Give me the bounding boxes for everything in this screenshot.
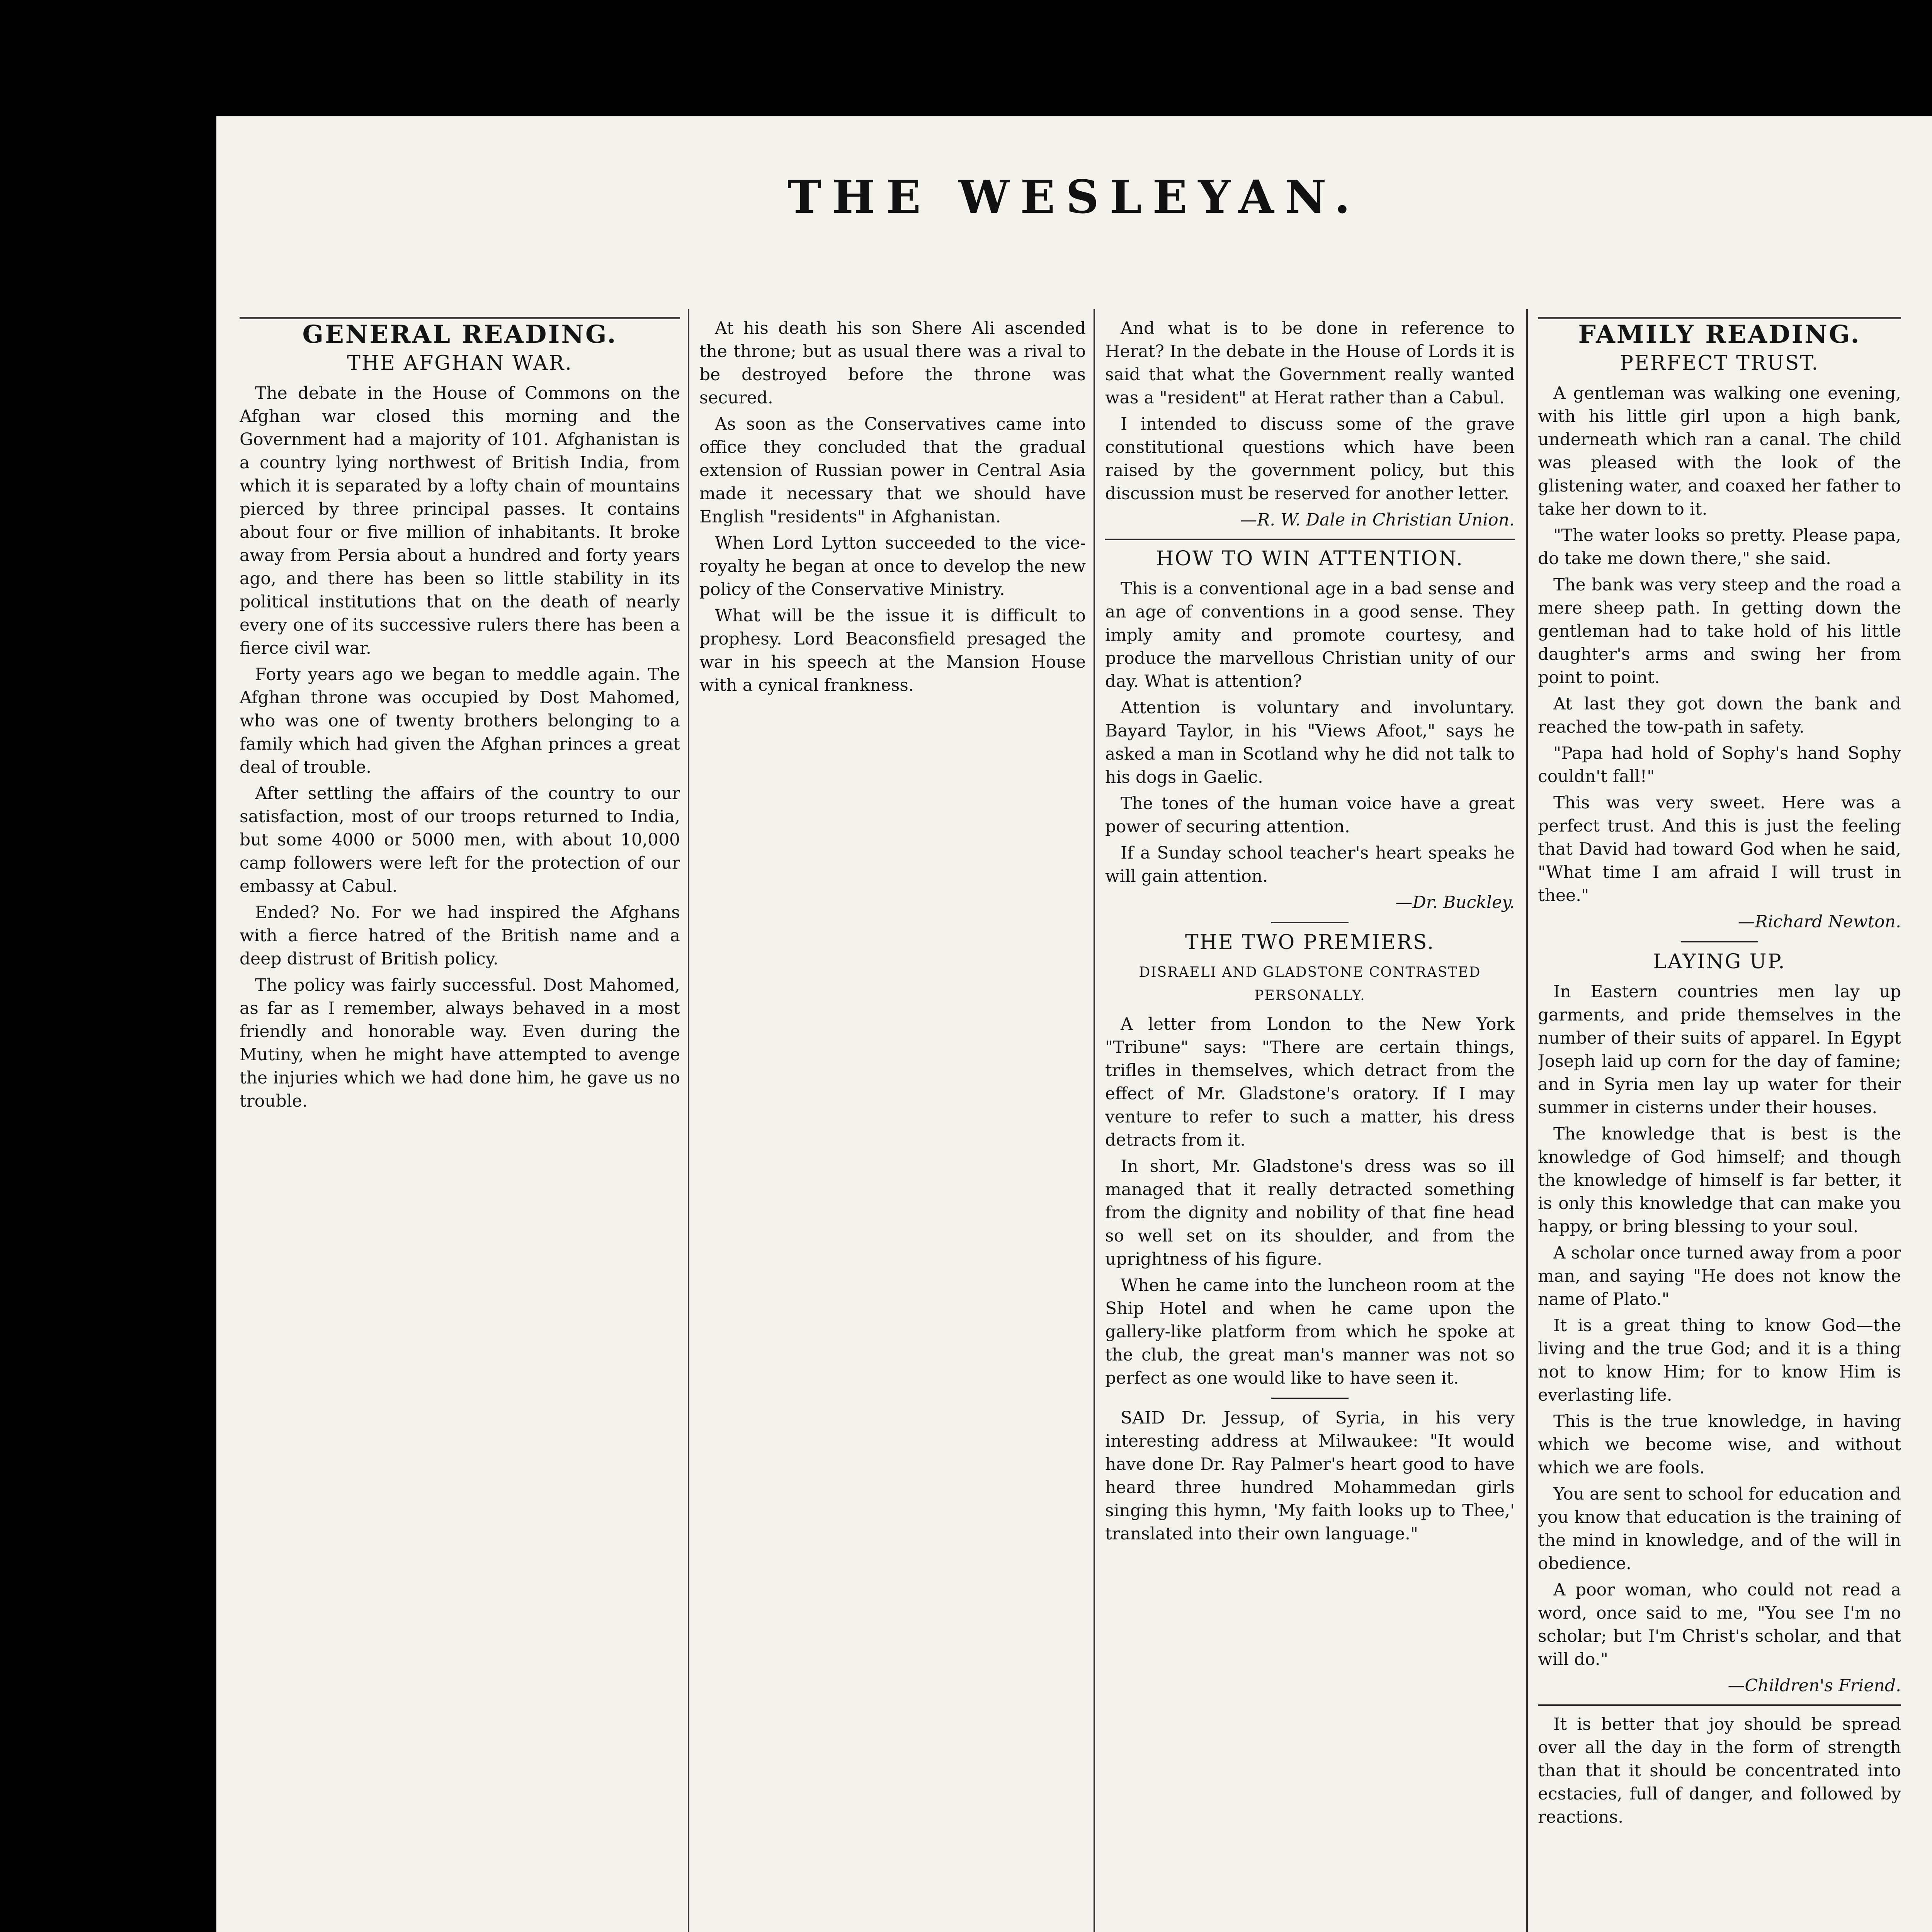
article-paragraph: When Lord Lytton succeeded to the vice-royalty he began at once to develop the new policy of the Conservative Ministry.	[699, 533, 1086, 599]
article-title-laying-up: LAYING UP.	[1653, 950, 1786, 973]
column-rule	[1526, 309, 1528, 1932]
divider	[1538, 1704, 1901, 1706]
column-3b	[1105, 317, 1515, 1932]
column-rule	[1094, 309, 1095, 1932]
article-paragraph: "The water looks so pretty. Please papa, do take me down there," she said.	[1538, 526, 1901, 568]
article-paragraph: This is a conventional age in a bad sense and an age of conventions in a good sense. They imply amity and promote courtesy, and produce the marvellous Christian unity of our day. What is attention?	[1105, 579, 1515, 691]
article-title-attention: HOW TO WIN ATTENTION.	[1156, 547, 1464, 570]
article-paragraph: In short, Mr. Gladstone's dress was so ill managed that it really detracted something from the dignity and nobility of that fine head so well set on its shoulder, and from the uprightness of his figure.	[1105, 1156, 1515, 1269]
article-signature: —R. W. Dale in Christian Union.	[1240, 510, 1515, 530]
article-paragraph: And what is to be done in reference to Herat? In the debate in the House of Lords it is said that what the Government really wanted was a "resident" at Herat rather than a Cabul.	[1105, 318, 1515, 408]
article-paragraph: Ended? No. For we had inspired the Afghans with a fierce hatred of the British name and a deep distrust of British policy.	[240, 903, 680, 969]
article-paragraph: It is better that joy should be spread over all the day in the form of strength than that it should be concentrated into ecstacies, full of danger, and followed by reactions.	[1538, 1714, 1901, 1827]
article-paragraph: You are sent to school for education and you know that education is the training of the mind in knowledge, and of the will in obedience.	[1538, 1484, 1901, 1573]
newspaper-page	[216, 116, 1932, 1932]
article-paragraph: Forty years ago we began to meddle again. The Afghan throne was occupied by Dost Mahomed, who was one of twenty brothers belonging to a family which had given the Afghan princes a great deal of trouble.	[240, 665, 680, 777]
column-rule	[688, 309, 689, 1932]
article-paragraph: In Eastern countries men lay up garments, and pride themselves in the number of their suits of apparel. In Egypt Joseph laid up corn for the day of famine; and in Syria men lay up water for their summer in cisterns under their houses.	[1538, 982, 1901, 1117]
article-paragraph: As soon as the Conservatives came into office they concluded that the gradual extension of Russian power in Central Asia made it necessary that we should have English "residents" in Afghanistan.	[699, 414, 1086, 527]
article-paragraph: At his death his son Shere Ali ascended the throne; but as usual there was a rival to be destroyed before the throne was secured.	[699, 318, 1086, 408]
divider	[1105, 539, 1515, 540]
article-paragraph: The knowledge that is best is the knowledge of God himself; and though the knowledge of himself is far better, it is only this knowledge that can make you happy, or bring blessing to your soul.	[1538, 1124, 1901, 1236]
article-title-perfect-trust: PERFECT TRUST.	[1620, 352, 1819, 375]
article-paragraph: A gentleman was walking one evening, with his little girl upon a high bank, underneath which ran a canal. The child was pleased with the look of the glistening water, and coaxed her father to take her down to it.	[1538, 383, 1901, 519]
article-paragraph: Attention is voluntary and involuntary. Bayard Taylor, in his "Views Afoot," says he asked a man in Scotland why he did not talk to his dogs in Gaelic.	[1105, 698, 1515, 787]
section-label-family: FAMILY READING.	[1538, 317, 1901, 346]
article-signature: —Dr. Buckley.	[1395, 893, 1515, 912]
article-paragraph: The tones of the human voice have a great power of securing attention.	[1105, 794, 1515, 837]
article-paragraph: This was very sweet. Here was a perfect trust. And this is just the feeling that David had toward God when he said, "What time I am afraid I will trust in thee."	[1538, 793, 1901, 905]
article-paragraph: I intended to discuss some of the grave constitutional questions which have been raised by the government policy, but this discussion must be reserved for another letter.	[1105, 414, 1515, 503]
article-paragraph: "Papa had hold of Sophy's hand Sophy couldn't fall!"	[1538, 743, 1901, 786]
article-paragraph: After settling the affairs of the country to our satisfaction, most of our troops returned to India, but some 4000 or 5000 men, with about 10,000 camp followers were left for the protection of our embassy at Cabul.	[240, 784, 680, 896]
article-paragraph: What will be the issue it is difficult to prophesy. Lord Beaconsfield presaged the war in his speech at the Mansion House with a cynical frankness.	[699, 606, 1086, 695]
column-4	[1538, 317, 1901, 1932]
divider	[1271, 922, 1349, 923]
column-3	[699, 1546, 1086, 1932]
article-paragraph: A letter from London to the New York "Tribune" says: "There are certain things, trifles in themselves, which detract from the effect of Mr. Gladstone's oratory. If I may venture to refer to such a matter, his dress detracts from it.	[1105, 1014, 1515, 1150]
article-title-premiers: THE TWO PREMIERS.	[1185, 931, 1435, 954]
section-label-general: GENERAL READING.	[240, 317, 680, 346]
article-signature: —Children's Friend.	[1728, 1676, 1901, 1696]
divider	[1681, 941, 1758, 942]
article-paragraph: When he came into the luncheon room at the Ship Hotel and when he came upon the gallery-like platform from which he spoke at the club, the great man's manner was not so perfect as one would like to have seen it.	[1105, 1276, 1515, 1388]
article-paragraph: At last they got down the bank and reached the tow-path in safety.	[1538, 694, 1901, 737]
article-paragraph: The policy was fairly successful. Dost Mahomed, as far as I remember, always behaved in a most friendly and honorable way. Even during the Mutiny, when he might have attempted to avenge the injuries which we had done him, he gave us no trouble.	[240, 975, 680, 1111]
article-paragraph: The bank was very steep and the road a mere sheep path. In getting down the gentleman had to take hold of his little daughter's arms and swing her from point to point.	[1538, 575, 1901, 687]
column-1	[240, 317, 680, 1932]
article-paragraph: It is a great thing to know God—the living and the true God; and it is a thing not to know Him; for to know Him is everlasting life.	[1538, 1316, 1901, 1405]
article-signature: —Richard Newton.	[1738, 912, 1901, 932]
article-paragraph: SAID Dr. Jessup, of Syria, in his very interesting address at Milwaukee: "It would have done Dr. Ray Palmer's heart good to have heard three hundred Mohammedan girls singing this hymn, 'My faith looks up to Thee,' translated into their own language."	[1105, 1408, 1515, 1544]
masthead: THE WESLEYAN.	[787, 170, 1361, 224]
article-paragraph: The debate in the House of Commons on the Afghan war closed this morning and the Government had a majority of 101. Afghanistan is a country lying northwest of British India, from which it is separated by a lofty chain of mountains pierced by three principal passes. It contains about four or five million of inhabitants. It broke away from Persia about a hundred and forty years ago, and there has been so little stability in its political institutions that on the death of nearly every one of its successive rulers there has been a fierce civil war.	[240, 383, 680, 658]
article-paragraph: A poor woman, who could not read a word, once said to me, "You see I'm no scholar; but I'm Christ's scholar, and that will do."	[1538, 1580, 1901, 1669]
article-paragraph: A scholar once turned away from a poor man, and saying "He does not know the name of Plato."	[1538, 1243, 1901, 1309]
article-paragraph: This is the true knowledge, in having which we become wise, and without which we are fools.	[1538, 1412, 1901, 1478]
article-paragraph: If a Sunday school teacher's heart speaks he will gain attention.	[1105, 843, 1515, 886]
article-title-afghan-war: THE AFGHAN WAR.	[347, 352, 573, 375]
article-subtitle: DISRAELI AND GLADSTONE CONTRASTED PERSONALLY.	[1139, 964, 1481, 1003]
divider	[1271, 1398, 1349, 1399]
